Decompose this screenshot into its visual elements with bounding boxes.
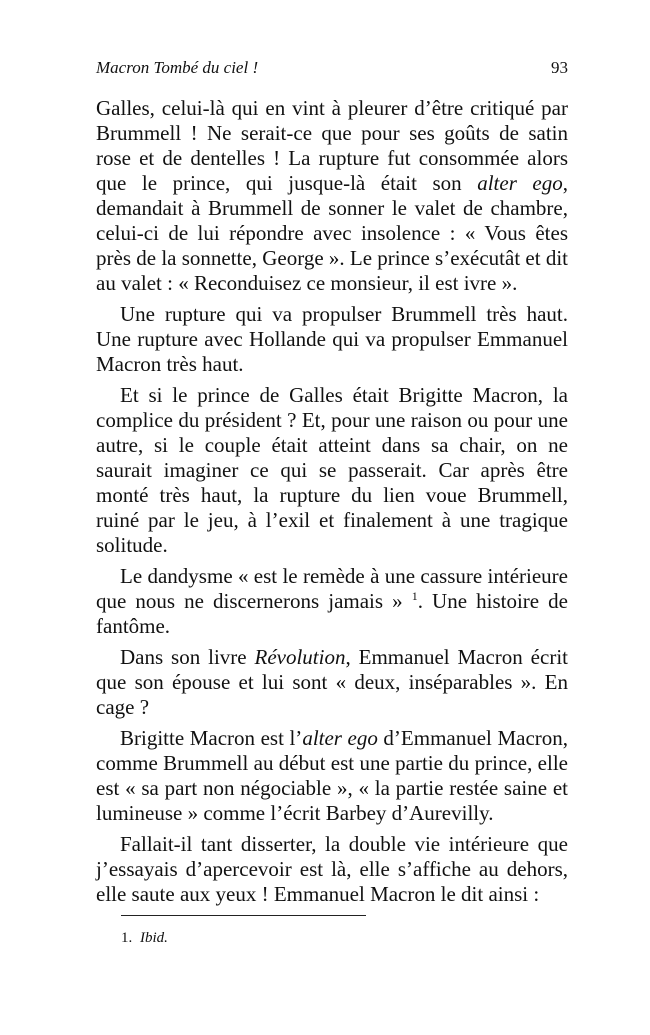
paragraph-text: Fallait-il tant disserter, la double vie intérieure que j’essayais d’apercevoir est là, elle s’affiche au dehors, elle saute aux yeux ! Emmanuel Macron le dit ainsi : [96,832,568,906]
footnote-number: 1. [121,930,133,946]
paragraph-text: Brigitte Macron est l’ [120,726,303,750]
italic-text: alter ego [302,726,378,750]
footnote-text: Ibid. [140,930,168,946]
running-header [96,56,568,80]
body-text [96,96,568,907]
book-page [96,56,568,913]
running-title: Macron Tombé du ciel ! [96,58,259,77]
paragraph [96,302,568,377]
paragraph-text: , demandait à Brummell de sonner le valet de chambre, celui-ci de lui répondre avec insolence : « Vous êtes près de la sonnette, George ». Le prince s’exécutât et dit au valet : « Reconduisez ce monsieur, il est ivre ». [96,171,569,295]
paragraph [96,645,568,720]
paragraph [96,96,568,296]
footnote-divider [121,915,366,916]
footnote [121,928,168,948]
paragraph-text: Une rupture qui va propulser Brummell très haut. Une rupture avec Hollande qui va propulser Emmanuel Macron très haut. [96,302,568,376]
paragraph [96,564,568,639]
paragraph [96,832,568,907]
paragraph [96,726,568,826]
paragraph-text: Et si le prince de Galles était Brigitte Macron, la complice du président ? Et, pour une raison ou pour une autre, si le couple était atteint dans sa chair, on ne saurait imaginer ce qui se passerait. Car après être monté très haut, la rupture du lien voue Brummell, ruiné par le jeu, à l’exil et finalement à une tragique solitude. [96,383,568,557]
paragraph-text: Dans son livre [120,645,255,669]
paragraph-text: , Emmanuel Macron écrit que son épouse et lui sont « deux, inséparables ». En cage ? [96,645,568,719]
paragraph-text: d’Emmanuel Macron, comme Brummell au début est une partie du prince, elle est « sa part non négociable », « la partie restée saine et lumineuse » comme l’écrit Barbey d’Aurevilly. [96,726,569,825]
page-number: 93 [551,58,568,77]
paragraph-text: Galles, celui-là qui en vint à pleurer d’être critiqué par Brummell ! Ne serait-ce que pour ses goûts de satin rose et de dentelles ! La rupture fut consommée alors que le prince, qui jusque-là était son [96,96,568,195]
italic-text: alter ego [477,171,563,195]
paragraph-text: Le dandysme « est le remède à une cassure intérieure que nous ne discernerons jamais » [96,564,568,613]
italic-text: Révolution [254,645,346,669]
footnote-reference: 1 [411,589,418,603]
paragraph-text: . Une histoire de fantôme. [96,589,568,638]
paragraph [96,383,568,558]
